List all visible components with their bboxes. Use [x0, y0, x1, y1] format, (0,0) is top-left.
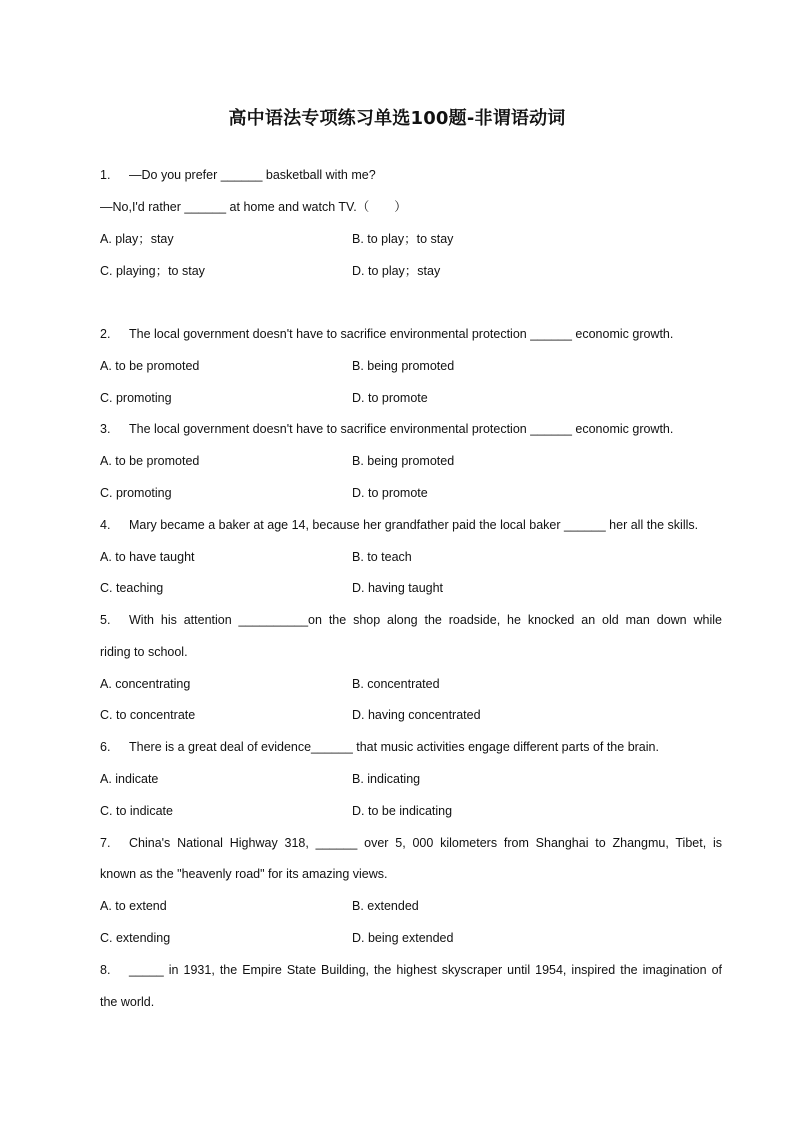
page-title: 高中语法专项练习单选100题-非谓语动词 [228, 108, 566, 129]
question-1-option-c[interactable]: C. playing；to stay [100, 264, 205, 278]
question-7-stem-continued: known as the "heavenly road" for its amazing views. [100, 867, 388, 881]
question-5-option-d[interactable]: D. having concentrated [352, 708, 481, 722]
question-2-option-a[interactable]: A. to be promoted [100, 359, 200, 373]
question-7-stem: 7. China's National Highway 318, ______ over 5, 000 kilometers from Shanghai to Zhangmu, Tibet, is [100, 836, 722, 850]
question-5-option-a[interactable]: A. concentrating [100, 677, 191, 691]
question-1-stem-continued: —No,I'd rather ______ at home and watch TV.（ ） [100, 200, 407, 214]
question-4-option-a[interactable]: A. to have taught [100, 550, 195, 564]
question-6-option-b[interactable]: B. indicating [352, 772, 421, 786]
question-6-option-d[interactable]: D. to be indicating [352, 804, 453, 818]
question-1-option-a[interactable]: A. play；stay [100, 232, 174, 246]
question-number: 3. [100, 422, 111, 436]
question-8-stem: 8. _____ in 1931, the Empire State Building, the highest skyscraper until 1954, inspired the imagination of [100, 963, 722, 977]
question-3-stem: 3. The local government doesn't have to sacrifice environmental protection ______ economic growth. [100, 422, 674, 436]
question-6-option-a[interactable]: A. indicate [100, 772, 159, 786]
question-2-option-d[interactable]: D. to promote [352, 391, 428, 405]
question-7-option-b[interactable]: B. extended [352, 899, 419, 913]
question-7-option-d[interactable]: D. being extended [352, 931, 454, 945]
question-8-stem-continued: the world. [100, 995, 155, 1009]
question-number: 5. [100, 613, 111, 627]
question-6-stem: 6. There is a great deal of evidence______ that music activities engage different parts of the brain. [100, 740, 659, 754]
question-5-stem: 5. With his attention __________on the shop along the roadside, he knocked an old man down while [100, 613, 722, 627]
question-1-stem: 1. —Do you prefer ______ basketball with me? [100, 168, 376, 182]
question-4-option-b[interactable]: B. to teach [352, 550, 412, 564]
question-4-option-d[interactable]: D. having taught [352, 581, 444, 595]
question-1-option-d[interactable]: D. to play；stay [352, 264, 441, 278]
question-7-option-a[interactable]: A. to extend [100, 899, 167, 913]
question-number: 7. [100, 836, 111, 850]
question-2-option-b[interactable]: B. being promoted [352, 359, 455, 373]
question-3-option-a[interactable]: A. to be promoted [100, 454, 200, 468]
question-3-option-b[interactable]: B. being promoted [352, 454, 455, 468]
question-2-stem: 2. The local government doesn't have to sacrifice environmental protection ______ economic growth. [100, 327, 674, 341]
question-4-option-c[interactable]: C. teaching [100, 581, 164, 595]
question-3-option-d[interactable]: D. to promote [352, 486, 428, 500]
question-number: 6. [100, 740, 111, 754]
question-number: 1. [100, 168, 111, 182]
question-1-option-b[interactable]: B. to play；to stay [352, 232, 454, 246]
question-7-option-c[interactable]: C. extending [100, 931, 171, 945]
question-5-option-c[interactable]: C. to concentrate [100, 708, 196, 722]
question-number: 8. [100, 963, 111, 977]
question-2-option-c[interactable]: C. promoting [100, 391, 172, 405]
question-3-option-c[interactable]: C. promoting [100, 486, 172, 500]
question-4-stem: 4. Mary became a baker at age 14, because her grandfather paid the local baker ______ her all the skills. [100, 518, 699, 532]
question-6-option-c[interactable]: C. to indicate [100, 804, 173, 818]
question-5-stem-continued: riding to school. [100, 645, 188, 659]
question-number: 2. [100, 327, 111, 341]
question-number: 4. [100, 518, 111, 532]
question-5-option-b[interactable]: B. concentrated [352, 677, 440, 691]
